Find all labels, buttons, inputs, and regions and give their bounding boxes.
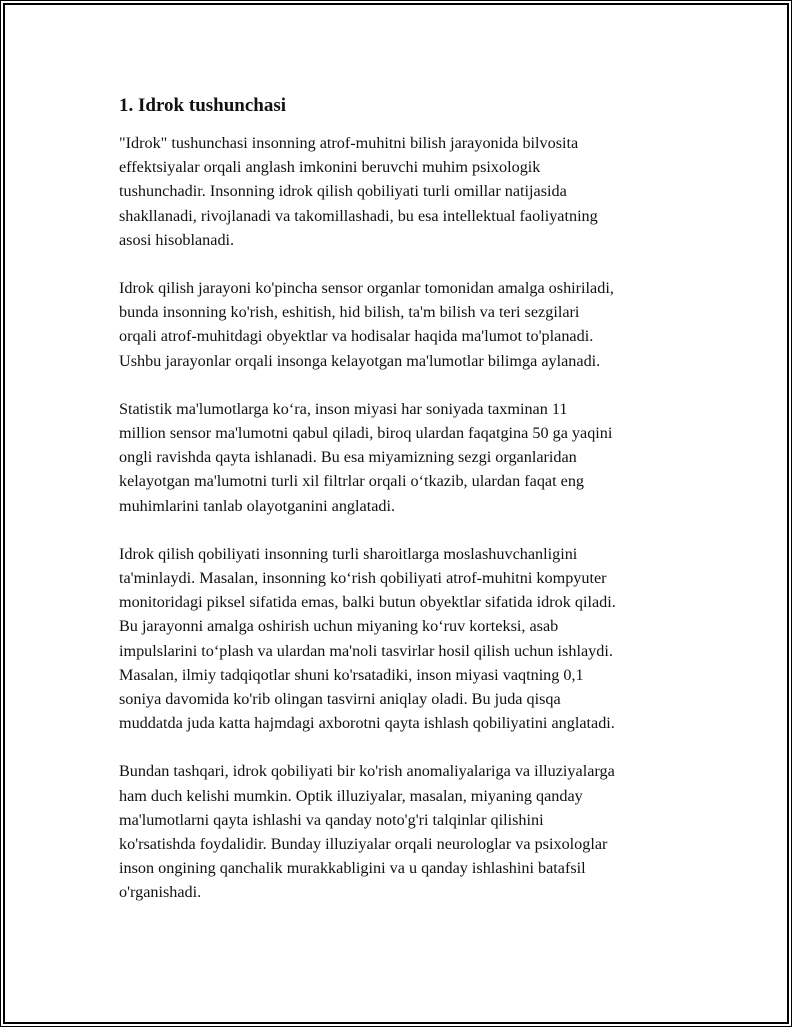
text-line: monitoridagi piksel sifatida emas, balki butun obyektlar sifatida idrok qiladi.: [119, 593, 616, 612]
text-line: tushunchadir. Insonning idrok qilish qobiliyati turli omillar natijasida: [119, 182, 567, 201]
text-line: Statistik ma'lumotlarga ko‘ra, inson miyasi har soniyada taxminan 11: [119, 399, 568, 418]
text-line: inson ongining qanchalik murakkabligini va u qanday ishlashini batafsil: [119, 859, 586, 878]
text-line: ko'rsatishda foydalidir. Bunday illuziyalar orqali neurologlar va psixologlar: [119, 835, 608, 854]
paragraph: [119, 542, 691, 736]
text-line: ongli ravishda qayta ishlanadi. Bu esa miyamizning sezgi organlaridan: [119, 448, 577, 467]
text-line: soniya davomida ko'rib olingan tasvirni aniqlay oladi. Bu juda qisqa: [119, 690, 561, 709]
text-line: ham duch kelishi mumkin. Optik illuziyalar, masalan, miyaning qanday: [119, 786, 583, 805]
text-line: Idrok qilish qobiliyati insonning turli sharoitlarga moslashuvchanligini: [119, 544, 578, 563]
text-line: muhimlarini tanlab olayotganini anglatadi.: [119, 496, 396, 515]
text-line: "Idrok" tushunchasi insonning atrof-muhitni bilish jarayonida bilvosita: [119, 134, 579, 152]
text-line: o'rganishadi.: [119, 883, 202, 902]
section-heading: 1. Idrok tushunchasi: [119, 95, 287, 116]
text-line: Ushbu jarayonlar orqali insonga kelayotgan ma'lumotlar bilimga aylanadi.: [119, 351, 601, 370]
text-line: muddatda juda katta hajmdagi axborotni qayta ishlash qobiliyatini anglatadi.: [119, 714, 615, 733]
paragraph: [119, 397, 691, 518]
paragraph: [119, 131, 691, 252]
paragraph: [119, 759, 691, 904]
text-line: ta'minlaydi. Masalan, insonning ko‘rish qobiliyati atrof-muhitni kompyuter: [119, 569, 607, 588]
text-line: kelayotgan ma'lumotni turli xil filtrlar orqali o‘tkazib, ulardan faqat eng: [119, 472, 585, 491]
paragraph: [119, 276, 691, 373]
text-line: million sensor ma'lumotni qabul qiladi, biroq ulardan faqatgina 50 ga yaqini: [119, 424, 613, 443]
text-line: Bu jarayonni amalga oshirish uchun miyaning ko‘ruv korteksi, asab: [119, 617, 559, 636]
text-line: asosi hisoblanadi.: [119, 230, 235, 249]
text-line: shakllanadi, rivojlanadi va takomillashadi, bu esa intellektual faoliyatning: [119, 206, 598, 225]
text-line: Idrok qilish jarayoni ko'pincha sensor organlar tomonidan amalga oshiriladi,: [119, 279, 614, 298]
text-line: impulslarini to‘plash va ulardan ma'noli tasvirlar hosil qilish uchun ishlaydi.: [119, 641, 613, 660]
text-line: Bundan tashqari, idrok qobiliyati bir ko'rish anomaliyalariga va illuziyalarga: [119, 762, 615, 781]
text-line: ma'lumotlarni qayta ishlashi va qanday noto'g'ri talqinlar qilishini: [119, 810, 544, 829]
document-body: [119, 95, 691, 929]
text-line: bunda insonning ko'rish, eshitish, hid bilish, ta'm bilish va teri sezgilari: [119, 303, 580, 322]
text-line: Masalan, ilmiy tadqiqotlar shuni ko'rsatadiki, inson miyasi vaqtning 0,1: [119, 665, 584, 684]
text-line: effektsiyalar orqali anglash imkonini beruvchi muhim psixologik: [119, 158, 541, 177]
text-line: orqali atrof-muhitdagi obyektlar va hodisalar haqida ma'lumot to'planadi.: [119, 327, 594, 346]
